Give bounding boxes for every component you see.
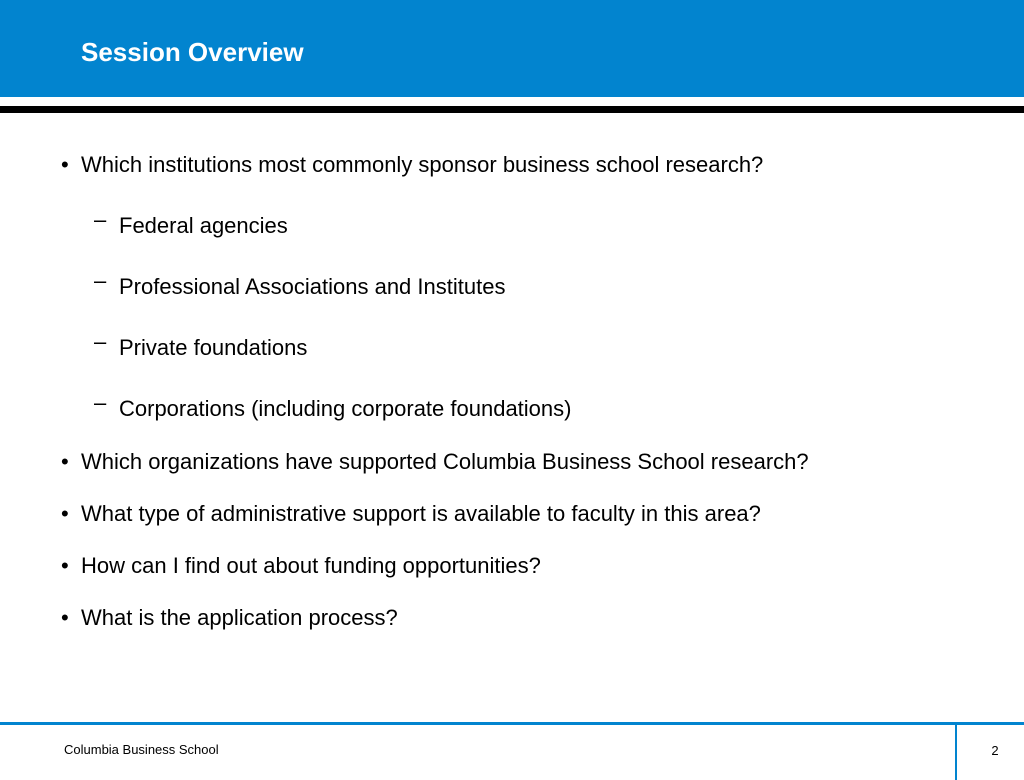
bullet-text: Which organizations have supported Columbia Business School research? xyxy=(81,449,809,474)
page-number: 2 xyxy=(991,743,999,758)
footer-text: Columbia Business School xyxy=(64,742,219,757)
bullet-marker: • xyxy=(61,501,69,526)
bullet-marker: • xyxy=(61,152,69,177)
sub-bullet-marker: – xyxy=(94,329,107,354)
bullet-text: What type of administrative support is available to faculty in this area? xyxy=(81,501,761,526)
sub-bullet-marker: – xyxy=(94,390,107,415)
bullet-marker: • xyxy=(61,449,69,474)
page-number-divider xyxy=(955,725,957,780)
bullet-marker: • xyxy=(61,553,69,578)
bullet-text: How can I find out about funding opportunities? xyxy=(81,553,541,578)
footer-divider xyxy=(0,722,1024,725)
sub-bullet-text: Corporations (including corporate foundations) xyxy=(119,396,572,421)
sub-bullet-text: Professional Associations and Institutes xyxy=(119,274,506,299)
sub-bullet-marker: – xyxy=(94,268,107,293)
bullet-text: What is the application process? xyxy=(81,605,398,630)
bullet-marker: • xyxy=(61,605,69,630)
sub-bullet-text: Federal agencies xyxy=(119,213,288,238)
slide-title: Session Overview xyxy=(81,37,304,67)
bullet-text: Which institutions most commonly sponsor business school research? xyxy=(81,152,764,177)
sub-bullet-text: Private foundations xyxy=(119,335,308,360)
sub-bullet-marker: – xyxy=(94,207,107,232)
